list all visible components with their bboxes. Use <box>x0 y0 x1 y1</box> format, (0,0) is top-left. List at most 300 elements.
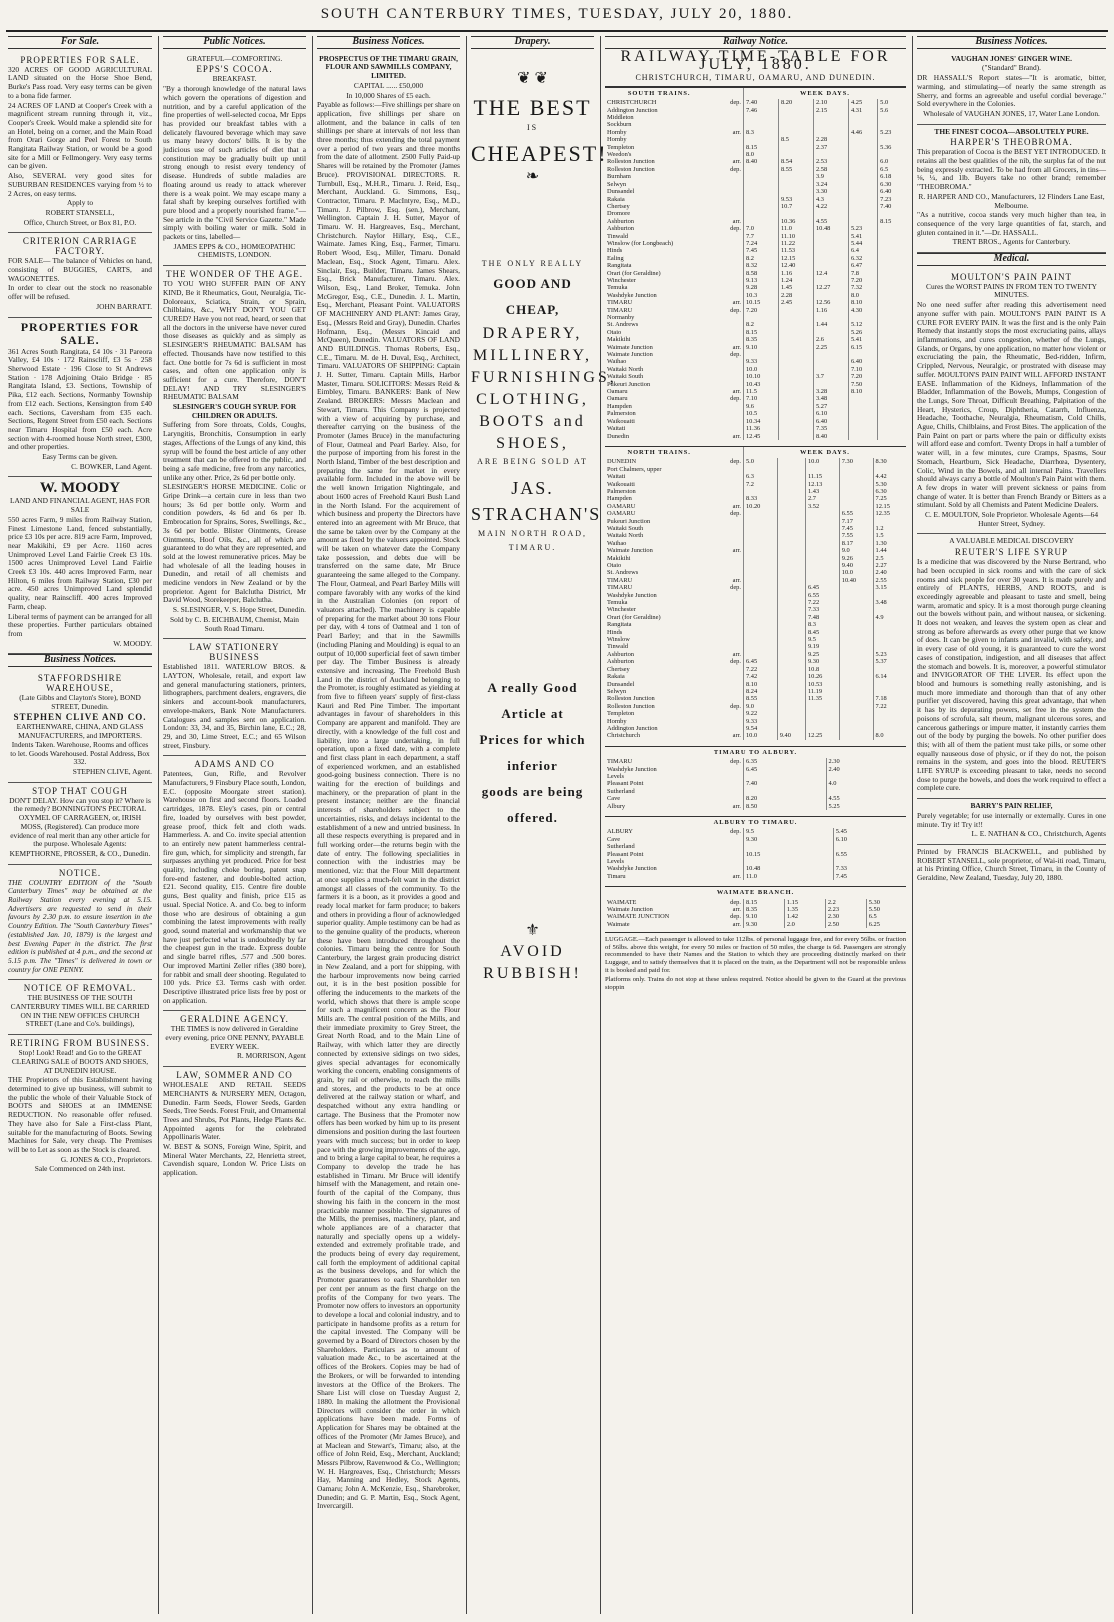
drapery-cheapest: CHEAPEST! <box>471 140 608 166</box>
train-time <box>805 718 839 725</box>
dep-arr: dep. <box>730 828 741 836</box>
train-time: 6.0 <box>878 158 906 165</box>
train-time: 8.15 <box>743 329 778 336</box>
dep-arr <box>713 210 743 217</box>
station-name: Orari (for Geraldine) <box>607 269 661 277</box>
train-time: 2.30 <box>826 758 906 765</box>
train-time: 2.2 <box>825 899 866 906</box>
train-time: 2.25 <box>813 344 848 351</box>
train-time: 1.2 <box>873 525 906 532</box>
train-time <box>805 525 839 532</box>
train-time <box>813 277 848 284</box>
station-name: Tinwald <box>607 232 629 240</box>
train-time: 1.16 <box>813 307 848 314</box>
train-time <box>878 329 906 336</box>
station-name: Washdyke Junction <box>607 591 657 599</box>
train-time: 2.50 <box>825 921 866 928</box>
station-name: Makikihi <box>607 554 631 562</box>
dep-arr <box>713 592 743 599</box>
train-time <box>878 277 906 284</box>
train-time <box>873 629 906 636</box>
train-time <box>878 344 906 351</box>
ad-vaughan <box>917 52 1106 125</box>
column-public-notices <box>158 36 310 1614</box>
train-time: 8.24 <box>743 688 777 695</box>
train-time: 10.26 <box>805 673 839 680</box>
train-time <box>839 614 873 621</box>
train-time: 4.31 <box>848 107 877 114</box>
train-time: 6.10 <box>833 836 906 843</box>
dep-arr <box>713 314 743 321</box>
train-time: 12.15 <box>873 503 906 510</box>
table-subheading: WEEK DAYS. <box>743 87 906 99</box>
train-time: 7.22 <box>873 703 906 710</box>
timetable-row <box>605 718 906 725</box>
ad-title: STAFFORDSHIRE WAREHOUSE, <box>37 673 123 694</box>
train-time <box>743 173 778 180</box>
dep-arr <box>713 277 743 284</box>
timetable-row <box>605 395 906 402</box>
station-name: Waikouaiti <box>607 480 635 488</box>
train-time: 7.42 <box>743 673 777 680</box>
ad-text: DR HASSALL'S Report states—"It is aromatic, bitter, warming, and stimulating—of nearly the same strength as Sherry, and forms an agreeable and useful cordial beverage." Sold everywhere in the Colonies. <box>917 73 1106 109</box>
ad-moulton <box>917 269 1106 535</box>
train-time <box>778 410 813 417</box>
ad-text: "By a thorough knowledge of the natural laws which govern the operations of digestion and nutrition, and by a careful application of the fine properties of well-selected cocoa, Mr Epps has provided our breakfast tables with a delicately flavoured beverage which may save us many heavy doctors' bills. It is by the judicious use of such articles of diet that a constitution may be gradually built up until strong enough to resist every tendency of disease. Hundreds of subtle maladies are floating around us ready to attack wherever there is a weak point. We may escape many a fatal shaft by keeping ourselves fortified with pure blood and a properly nourished frame."—See article in the "Civil Service Gazette." Made simply with boiling water or milk. Sold in packets or tins, labelled— <box>163 84 306 242</box>
dep-arr <box>713 540 743 547</box>
train-time: 10.3 <box>743 292 778 299</box>
train-time: 5.0 <box>743 458 777 465</box>
ad-epps <box>163 52 306 266</box>
train-time: 5.25 <box>826 803 906 810</box>
station-name: Hinds <box>607 628 623 636</box>
train-time: 9.53 <box>778 196 813 203</box>
ad-removal <box>8 980 152 1035</box>
train-time <box>878 336 906 343</box>
ornament-icon: ❦ ❦ <box>517 69 548 87</box>
train-time <box>778 381 813 388</box>
timetable-row <box>605 488 906 495</box>
dep-arr: arr. <box>732 217 741 225</box>
train-time: 3.48 <box>813 395 848 402</box>
train-time: 8.3 <box>743 129 778 136</box>
section-heading: Drapery. <box>471 36 594 49</box>
train-time <box>778 144 813 151</box>
train-time: 7.23 <box>878 196 906 203</box>
train-time: 6.55 <box>805 592 839 599</box>
timetable-row <box>605 732 906 739</box>
timetable-row <box>605 225 906 232</box>
train-time <box>777 606 805 613</box>
dep-arr: arr. <box>732 128 741 136</box>
train-time <box>878 262 906 269</box>
timetable-row <box>605 481 906 488</box>
station-name: Washdyke Junction <box>607 865 657 873</box>
dep-arr <box>713 643 743 650</box>
train-time <box>777 651 805 658</box>
timetable-row <box>605 858 906 865</box>
train-time <box>778 173 813 180</box>
train-time <box>777 614 805 621</box>
train-time <box>805 725 839 732</box>
ad-properties-stansell <box>8 52 152 234</box>
train-time: 7.46 <box>743 107 778 114</box>
ad-signature: JOHN BARRATT. <box>96 301 152 311</box>
train-time <box>848 418 877 425</box>
dep-arr: arr. <box>732 872 741 880</box>
timetable-row <box>605 329 906 336</box>
train-time: 8.15 <box>743 144 778 151</box>
train-time: 7.40 <box>743 99 778 106</box>
dep-arr: dep. <box>730 758 741 766</box>
ad-title: RETIRING FROM BUSINESS. <box>10 1038 150 1049</box>
ad-text: THE Proprietors of this Establishment having determined to give up business, will submit to the public the whole of their Valuable Stock of BOOTS and SHOES at an IMMENSE REDUCTION. No reasonable offer refused. They have also for Sale a First-class Plant, suitable for the manufacturing of Boots. Sewing Machines for Sale, very cheap. The Premises will be to Let as soon as the Stock is cleared. <box>8 1075 152 1154</box>
station-name: Ashburton <box>607 217 634 225</box>
train-time <box>805 547 839 554</box>
train-time <box>777 555 805 562</box>
station-name: Winslow <box>607 636 630 644</box>
train-time <box>743 555 777 562</box>
dep-arr <box>713 466 743 473</box>
station-name: Sockburn <box>607 121 632 129</box>
station-name: Hinds <box>607 247 623 255</box>
train-time <box>778 307 813 314</box>
table-heading: WAIMATE BRANCH. <box>605 887 906 899</box>
train-time <box>878 403 906 410</box>
train-time <box>805 710 839 717</box>
station-name: Addington Junction <box>607 724 658 732</box>
station-name: Winchester <box>607 276 636 284</box>
train-time <box>873 621 906 628</box>
train-time: 10.43 <box>743 381 778 388</box>
column-for-sale <box>4 36 156 1614</box>
ad-law-sommer <box>163 1067 306 1183</box>
train-time: 9.10 <box>743 913 784 920</box>
dep-arr <box>713 203 743 210</box>
train-time: 12.35 <box>873 510 906 517</box>
train-time <box>839 725 873 732</box>
train-time: 7.22 <box>805 599 839 606</box>
train-time <box>873 666 906 673</box>
dep-arr <box>713 114 743 121</box>
train-time: 8.2 <box>743 321 778 328</box>
dep-arr: dep. <box>730 225 741 233</box>
train-time <box>778 107 813 114</box>
dep-arr <box>713 773 743 780</box>
train-time <box>873 518 906 525</box>
train-time <box>777 710 805 717</box>
train-time: 7.55 <box>839 532 873 539</box>
section-heading: Business Notices. <box>317 36 460 49</box>
dep-arr <box>713 284 743 291</box>
train-time <box>777 666 805 673</box>
train-time: 8.10 <box>848 299 877 306</box>
train-time <box>743 843 833 850</box>
train-time <box>805 555 839 562</box>
station-name: TIMARU <box>607 576 633 584</box>
train-time <box>839 606 873 613</box>
train-time: 3.28 <box>813 388 848 395</box>
timetable-row <box>605 913 906 920</box>
ad-title: THE WONDER OF THE AGE. <box>166 269 303 280</box>
train-time: 11.22 <box>778 240 813 247</box>
train-time <box>873 681 906 688</box>
dep-arr <box>713 621 743 628</box>
dep-arr <box>713 121 743 128</box>
train-time: 12.15 <box>778 255 813 262</box>
train-time: 5.36 <box>878 144 906 151</box>
ad-text: Liberal terms of payment can be arranged for all these properties. Further particulars obtained from <box>8 611 152 638</box>
train-time <box>743 351 778 358</box>
train-time <box>777 681 805 688</box>
train-time: 4.9 <box>873 614 906 621</box>
train-time: 1.44 <box>813 321 848 328</box>
train-time <box>743 525 777 532</box>
station-name: Timaru <box>607 872 626 880</box>
ad-subtitle: (Late Gibbs and Clayton's Store), BOND STREET, Dunedin. <box>19 693 141 711</box>
station-name: Washdyke Junction <box>607 765 657 773</box>
train-time: 4.0 <box>826 780 906 787</box>
train-time <box>813 262 848 269</box>
train-time <box>777 584 805 591</box>
train-time <box>848 203 877 210</box>
train-time <box>805 532 839 539</box>
train-time <box>839 584 873 591</box>
train-time: 9.5 <box>743 828 833 835</box>
train-time <box>848 121 877 128</box>
timetable-row <box>605 210 906 217</box>
timetable-row <box>605 510 906 517</box>
dep-arr <box>713 555 743 562</box>
train-time <box>839 621 873 628</box>
train-time: 8.32 <box>743 262 778 269</box>
dep-arr: dep. <box>730 99 741 107</box>
station-name: Chertsey <box>607 665 630 673</box>
train-time: 4.46 <box>848 129 877 136</box>
ad-text: Apply to <box>66 198 94 208</box>
timetable-row <box>605 643 906 650</box>
train-time <box>813 255 848 262</box>
train-time <box>848 173 877 180</box>
dep-arr <box>713 336 743 343</box>
dep-arr: dep. <box>730 913 741 921</box>
train-time <box>778 329 813 336</box>
ad-geraldine <box>163 1011 306 1067</box>
timetable-row <box>605 425 906 432</box>
train-time: 9.0 <box>839 547 873 554</box>
train-time: 4.30 <box>848 307 877 314</box>
train-time <box>777 510 805 517</box>
station-name: Selwyn <box>607 687 627 695</box>
train-time: 12.27 <box>813 284 848 291</box>
ad-text: Stop! Look! Read! and Go to the GREAT CLEARING SALE of BOOTS AND SHOES, AT DUNEDIN HOUSE. <box>11 1048 149 1075</box>
timetable-row <box>605 592 906 599</box>
train-time: 8.17 <box>839 540 873 547</box>
train-time: 6.30 <box>873 488 906 495</box>
train-time: 2.58 <box>813 166 848 173</box>
timetable-row <box>605 129 906 136</box>
train-time <box>839 695 873 702</box>
train-time: 9.40 <box>777 732 805 739</box>
train-time: 7.2 <box>743 481 777 488</box>
timetable-row <box>605 99 906 106</box>
luggage-notice: LUGGAGE.—Each passenger is allowed to take 112lbs. of personal luggage free, and for every 56lbs. or fraction of 56lbs. above this weight, for every 50 miles or fraction of 50 miles, the charge is 6d. Passengers are strongly recommended to have their Names and the Station to which they are proceeding distinctly marked on their Luggage, and to satisfy themselves that it is placed on the train, as the Department will not be responsible unless it is booked and paid for. <box>605 936 906 974</box>
timetable-row <box>605 766 906 773</box>
ad-text: THE BUSINESS OF THE SOUTH CANTERBURY TIMES WILL BE CARRIED ON IN THE NEW OFFICES CHURCH STREET (Lane and Co's. buildings), <box>10 993 150 1029</box>
train-time <box>848 433 877 440</box>
train-time: 7.20 <box>848 373 877 380</box>
train-time <box>805 510 839 517</box>
ad-signature: ROBERT STANSELL, <box>45 207 115 217</box>
timetable-row <box>605 710 906 717</box>
train-time: 7.50 <box>848 381 877 388</box>
station-name: Weedon's <box>607 151 632 159</box>
station-name: Waimate Junction <box>607 343 653 351</box>
albury-table <box>605 746 906 810</box>
station-name: Selwyn <box>607 180 627 188</box>
ad-text: Also, SEVERAL very good sites for SUBURBAN RESIDENCES varying from ½ to 2 Acres, on easy terms. <box>8 171 152 198</box>
timetable-row <box>605 525 906 532</box>
train-time: 1.45 <box>778 284 813 291</box>
station-name: Waimate Junction <box>607 906 653 914</box>
ad-title: NOTICE. <box>58 867 102 878</box>
dep-arr <box>713 851 743 858</box>
train-time: 6.35 <box>743 758 826 765</box>
train-time <box>777 577 805 584</box>
train-time <box>839 636 873 643</box>
ad-text: "As a nutritive, cocoa stands very much higher than tea, in consequence of the very large quantities of fat, starch, and gluten contained in it."—Dr. HASSALL. <box>917 210 1106 237</box>
dep-arr: arr. <box>732 388 741 396</box>
train-time <box>839 643 873 650</box>
train-time: 8.58 <box>743 270 778 277</box>
dep-arr <box>713 270 743 277</box>
train-time: 8.35 <box>743 336 778 343</box>
train-time <box>839 599 873 606</box>
ad-signature: Wholesale of VAUGHAN JONES, 17, Water Lane London. <box>923 108 1100 118</box>
table-heading: SOUTH TRAINS. <box>605 87 713 99</box>
ad-text: Patentees, Gun, Rifle, and Revolver Manufacturers, 9 Finsbury Place south, London, E.C. (opposite Moorgate street station). Warehouse on first and second floors. Loaded cartridges, 1878. Eley's cases, pin or central fire, loaded by ourselves with best powder, grease proof, thick felt and cloth wads. Hammerless. A. and Co. invite special attention to an entirely new patent hammerless central-fire gun, which, for simplicity and strength, far surpasses anything yet produced. Price for best quality, including choke boring, patent snap fore-end fastener, and double-bolted action, £21. Second quality, £15. Centre fire double guns, Best quality and finish, price £15 as usual. Special Notice. A. and Co. beg to inform those who are desirous of obtaining a gun combining the latest improvements with really good, sound material and workmanship that we have just perfected what is undoubtedly by far the cheapest gun in the trade. Express double and single barrel rifles, .577 and .500 bores. Our improved Martini Zeller rifles (380 bore), for rabbit and small deer shooting. Regulated to 100 yds. Price £3. Terms cash with order. Descriptive illustrated price lists free by post or on application. <box>163 769 306 1005</box>
waimate-table <box>605 886 906 928</box>
train-time: 11.0 <box>743 873 833 880</box>
dep-arr <box>713 173 743 180</box>
train-time: 10.48 <box>743 865 833 872</box>
train-time <box>839 703 873 710</box>
dep-arr: arr. <box>732 576 741 584</box>
station-name: St. Andrews <box>607 569 639 577</box>
ad-moody <box>8 477 152 654</box>
dep-arr <box>713 858 743 865</box>
train-time <box>878 225 906 232</box>
station-name: Oamaru <box>607 388 628 396</box>
train-time: 9.40 <box>839 562 873 569</box>
dep-arr <box>713 151 743 158</box>
drapery-rubbish: RUBBISH! <box>483 964 582 982</box>
train-time <box>839 629 873 636</box>
ad-adams <box>163 756 306 1011</box>
dep-arr <box>713 255 743 262</box>
train-time: 6.55 <box>833 851 906 858</box>
train-time: 6.45 <box>743 766 826 773</box>
timetable-row <box>605 121 906 128</box>
station-name: Christchurch <box>607 732 641 740</box>
train-time <box>743 114 778 121</box>
train-time <box>878 270 906 277</box>
train-time: 12.45 <box>743 433 778 440</box>
train-time <box>778 151 813 158</box>
timetable-row <box>605 688 906 695</box>
train-time <box>878 433 906 440</box>
train-time <box>813 314 848 321</box>
train-time <box>743 643 777 650</box>
train-time <box>805 466 839 473</box>
train-time: 6.40 <box>878 188 906 195</box>
train-time <box>839 688 873 695</box>
station-name: Tinwald <box>607 643 629 651</box>
train-time: 1.30 <box>873 540 906 547</box>
train-time <box>878 388 906 395</box>
ad-text: Established 1811. WATERLOW BROS. & LAYTON, Wholesale, retail, and export law and general manufacturing stationers, printers, lithographers, parchment dealers, engravers, die sinkers and account-book manufacturers, envelope-makers, Bank Note Manufacturers. Catalogues and samples sent on application. London: 33, 34, and 35, Birchin lane, E.C.; 28, 29, and 30, Lime Street, E.C.; and 65 Wilson street, Finsbury. <box>163 662 306 750</box>
train-time: 10.0 <box>805 458 839 465</box>
timetable-row <box>605 873 906 880</box>
train-time <box>848 158 877 165</box>
train-time <box>813 358 848 365</box>
timetable-row <box>605 188 906 195</box>
dep-arr: arr. <box>732 432 741 440</box>
train-time: 8.45 <box>805 629 839 636</box>
ad-text: No one need suffer after reading this advertisement need anyone suffer with pain. MOULTON'S PAIN PAINT IS A CURE FOR EVERY PAIN. It was the first and is the only Pain Remedy that instantly stops the most excruciating pains, allays inflammations, and cures congestion, whether of the Lungs, Glands, or Organs, by one application, no matter how violent or excruciating the pain, the Rheumatic, Bed-ridden, Infirm, Crippled, Nervous, Neuralgic, or prostrated with disease may suffer. MOULTON'S PAIN PAINT WILL AFFORD INSTANT EASE. Inflammation of the Kidneys, Inflammation of the Bladder, Inflammation of the Bowels, Mumps, Congestion of the Lungs, Sore Throat, Difficult Breathing, Palpitation of the Heart, Hysterics, Croup, Diphtheria, Catarrh, Influenza, Headache, Toothache, Neuralgia, Rheumatism, Cold Chills, Ague, Chills, Chilblains, and Frost Bites. The application of the Pain Paint on part or parts where the pain or difficulty exists will afford ease and comfort. Twenty Drops in half a tumbler of water will, in a few minutes, cure Cramps, Spasms, Sour Stomach, Heartburn, Sick Headache, Diarrhœa, Dysentery, Colic, Wind in the Bowels, and all internal Pains. Travellers should always carry a bottle of Moulton's Pain Paint with them. A few drops in water will prevent sickness or pains from change of water. It is better than French Brandy or Bitters as a stimulant. Sold by all Chemists and Patent Medicine Dealers. <box>917 300 1106 510</box>
ad-text: Sale Commenced on 24th inst. <box>34 1164 126 1174</box>
train-time <box>839 592 873 599</box>
train-time <box>743 540 777 547</box>
drapery-best: THE BEST <box>473 94 592 120</box>
train-time <box>813 233 848 240</box>
timetable-row <box>605 107 906 114</box>
train-time <box>777 495 805 502</box>
dep-arr: arr. <box>732 502 741 510</box>
dep-arr: dep. <box>730 306 741 314</box>
ad-cough <box>8 783 152 865</box>
station-name: TIMARU <box>607 584 633 592</box>
train-time <box>878 395 906 402</box>
timetable-row <box>605 277 906 284</box>
train-time: 2.6 <box>813 336 848 343</box>
section-heading: Business Notices. <box>917 36 1106 49</box>
train-time <box>777 599 805 606</box>
timetable-row <box>605 373 906 380</box>
train-time: 12.56 <box>813 299 848 306</box>
ad-slesinger <box>163 266 306 639</box>
ad-title: PROPERTIES FOR SALE. <box>20 54 140 65</box>
train-time: 10.15 <box>743 299 778 306</box>
timetable-row <box>605 307 906 314</box>
dep-arr <box>713 403 743 410</box>
train-time: 9.30 <box>743 836 833 843</box>
ad-bowker <box>8 318 152 478</box>
ad-signature: S. SLESINGER, V. S. Hope Street, Dunedin. <box>172 605 306 615</box>
ad-signature: C. BOWKER, Land Agent. <box>71 461 152 471</box>
drapery-prices: Prices for which inferior <box>479 731 586 773</box>
timetable-row <box>605 666 906 673</box>
train-time: 7.10 <box>848 366 877 373</box>
dep-arr <box>713 606 743 613</box>
train-time <box>778 188 813 195</box>
timetable-row <box>605 921 906 928</box>
column-railway <box>600 36 910 1614</box>
timetable-row <box>605 233 906 240</box>
drapery-sold: ARE BEING SOLD AT <box>477 456 588 466</box>
dep-arr <box>713 843 743 850</box>
station-name: Temuka <box>607 599 628 607</box>
